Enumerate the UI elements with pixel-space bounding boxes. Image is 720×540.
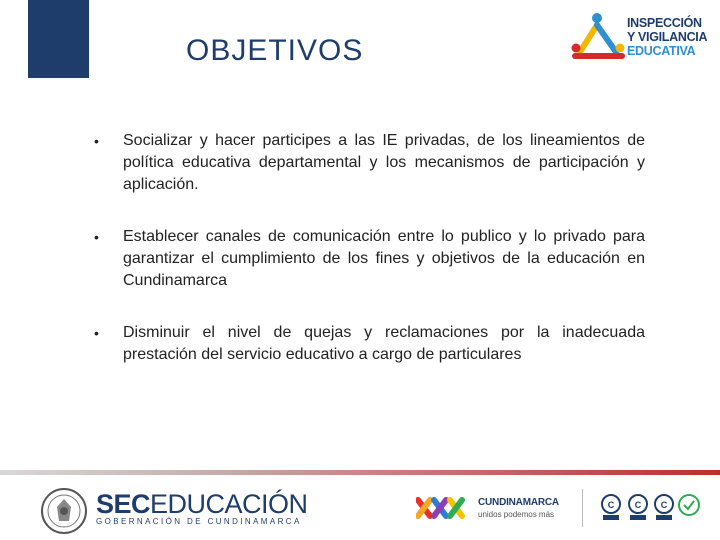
seceducacion-wordmark: [96, 489, 308, 519]
certification-seal-icon: [678, 494, 700, 522]
logo-line-inspeccion: INSPECCIÓN: [627, 16, 702, 30]
educacion-text: EDUCACIÓN: [150, 489, 308, 519]
slide-title: OBJETIVOS: [186, 34, 364, 67]
logo-line-educativa: EDUCATIVA: [627, 44, 696, 58]
triangle-people-icon: [570, 12, 626, 66]
footer: [0, 475, 720, 540]
objective-item: [94, 322, 645, 366]
cundinamarca-name: CUNDINAMARCA: [478, 497, 559, 508]
gobernacion-text: GOBERNACIÓN DE CUNDINAMARCA: [96, 517, 302, 526]
certification-seal-icon: [653, 494, 675, 522]
svg-text:C: C: [607, 500, 615, 510]
svg-text:C: C: [660, 500, 668, 510]
objective-item: [94, 226, 645, 292]
logo-wordmark: [627, 16, 707, 58]
svg-text:C: C: [634, 500, 642, 510]
footer-separator: [582, 489, 583, 527]
bullet-marker: •: [94, 325, 99, 341]
cundinamarca-colorful-logo-icon: [416, 494, 474, 522]
objective-text: Disminuir el nivel de quejas y reclamaciones por la inadecuada prestación del servicio educativo a cargo de particulares: [123, 324, 645, 363]
certification-seal-icon: [627, 494, 649, 522]
certification-seal-icon: [600, 494, 622, 522]
cundinamarca-slogan: unidos podemos más: [478, 510, 555, 519]
objectives-list: [94, 130, 645, 396]
department-seal-icon: [40, 487, 88, 535]
logo-line-vigilancia: Y VIGILANCIA: [627, 30, 708, 44]
sec-text: SEC: [96, 489, 151, 519]
header-accent-bar: [28, 0, 89, 78]
objective-item: [94, 130, 645, 196]
bullet-marker: •: [94, 229, 99, 245]
objective-text: Socializar y hacer participes a las IE privadas, de los lineamientos de política educativa departamental y los mecanismos de participación y aplicación.: [123, 132, 645, 193]
objective-text: Establecer canales de comunicación entre lo publico y lo privado para garantizar el cumplimiento de los fines y objetivos de la educación en Cundinamarca: [123, 228, 645, 289]
bullet-marker: •: [94, 133, 99, 149]
inspeccion-vigilancia-logo: [570, 12, 710, 66]
